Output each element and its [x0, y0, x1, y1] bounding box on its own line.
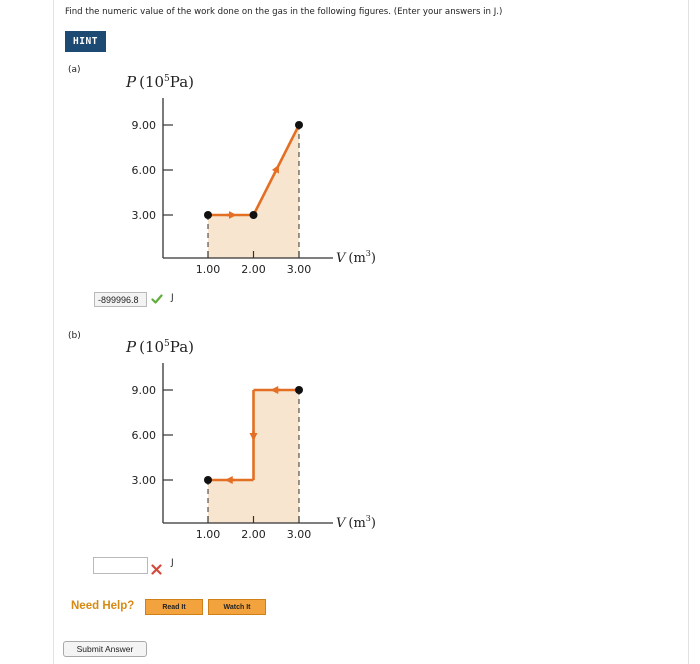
graph-b-state-point: [295, 386, 303, 394]
part-a-label: (a): [68, 65, 81, 75]
graph-a-x-tick-label: 2.00: [241, 263, 266, 276]
part-b-unit: J: [171, 558, 174, 568]
graph-a-y-tick-label: 9.00: [131, 119, 156, 132]
graph-a-x-tick-label: 3.00: [286, 263, 312, 276]
graph-b-x-tick-label: 1.00: [195, 528, 221, 541]
graph-a-x-axis-label: V $(m^3)$: [336, 249, 376, 266]
part-b-label: (b): [68, 331, 81, 341]
graph-b-x-tick-label: 3.00: [286, 528, 312, 541]
hint-button[interactable]: HINT: [65, 31, 106, 52]
graph-a-y-axis-label: P $(10^5Pa)$: [126, 73, 194, 91]
graph-a-state-point: [295, 121, 303, 129]
watch-it-button[interactable]: Watch It: [208, 599, 266, 615]
question-prompt: Find the numeric value of the work done on the gas in the following figures. (Enter your answers in J.): [65, 7, 503, 17]
part-a-answer-input[interactable]: -899996.8: [94, 292, 147, 307]
graph-b-state-point: [204, 476, 212, 484]
submit-answer-button[interactable]: Submit Answer: [63, 641, 147, 657]
graph-b-x-axis-label: V $(m^3)$: [336, 514, 376, 531]
incorrect-x-icon: [151, 560, 162, 579]
graph-a-x-tick-label: 1.00: [195, 263, 221, 276]
graph-b-x-tick-label: 2.00: [241, 528, 266, 541]
graph-a-shaded-area: [208, 125, 299, 258]
graph-a-state-point: [204, 211, 212, 219]
need-help-label: Need Help?: [71, 600, 135, 612]
part-a-unit: J: [171, 293, 174, 303]
graph-a-y-tick-label: 6.00: [131, 164, 156, 177]
graph-a-state-point: [250, 211, 258, 219]
correct-check-icon: [151, 290, 163, 309]
graph-b: [125, 338, 376, 541]
graph-b-y-tick-label: 3.00: [131, 474, 156, 487]
graph-b-y-tick-label: 6.00: [131, 429, 156, 442]
graph-a: [125, 73, 376, 276]
graph-b-y-axis-label: P $(10^5Pa)$: [126, 338, 194, 356]
graph-b-y-tick-label: 9.00: [131, 384, 156, 397]
graph-a-y-tick-label: 3.00: [131, 209, 156, 222]
read-it-button[interactable]: Read It: [145, 599, 203, 615]
part-b-answer-input[interactable]: [93, 557, 148, 574]
